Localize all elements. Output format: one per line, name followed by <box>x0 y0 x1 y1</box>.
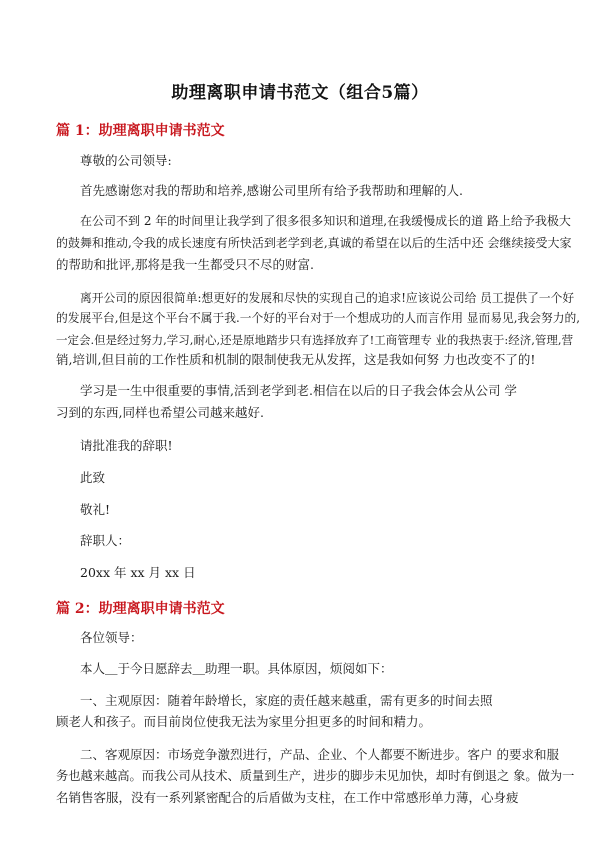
section-2-salutation: 各位领导： <box>80 630 143 645</box>
section-2-paragraph-3-line-1: 二、客观原因：市场竞争激烈进行，产品、企业、个人都要不断进步。客户 的要求和服 <box>80 747 559 762</box>
section-1-request: 请批准我的辞职! <box>80 438 173 453</box>
document-title: 助理离职申请书范文（组合5篇） <box>171 83 429 103</box>
section-1-paragraph-4-line-2: 习到的东西,同样也希望公司越来越好. <box>56 405 264 420</box>
section-1-signature-label: 辞职人： <box>80 533 131 548</box>
section-2-paragraph-2-line-2: 顾老人和孩子。而目前岗位使我无法为家里分担更多的时间和精力。 <box>56 714 432 729</box>
section-2-heading: 篇 2：助理离职申请书范文 <box>56 601 225 617</box>
section-1-paragraph-2-line-1: 在公司不到 2 年的时间里让我学到了很多很多知识和道理,在我缓慢成长的道 路上给予我极大 <box>80 214 571 228</box>
section-2-paragraph-3-line-2: 务也越来越高。而我公司从技术、质量到生产，进步的脚步未见加快，却时有倒退之 象。做为一 <box>56 769 575 783</box>
section-1-paragraph-3-line-1: 离开公司的原因很简单:想更好的发展和尽快的实现自己的追求!应该说公司给 员工提供了一个好 <box>80 291 575 305</box>
section-1-paragraph-3-line-2: 的发展平台,但是这个平台不属于我.一个好的平台对于一个想成功的人而言作用 显而易见,我会努力的, <box>56 311 580 325</box>
section-2-paragraph-1-line-1: 本人＿于今日愿辞去＿助理一职。具体原因，烦阅如下： <box>80 661 393 676</box>
section-1-paragraph-2-line-3: 的帮助和批评,那将是我一生都受只不尽的财富. <box>56 257 314 272</box>
section-2-paragraph-2-line-1: 一、主观原因：随着年龄增长，家庭的责任越来越重，需有更多的时间去照 <box>80 693 493 708</box>
section-1-paragraph-4-line-1: 学习是一生中很重要的事情,活到老学到老.相信在以后的日子我会体会从公司 学 <box>80 383 517 398</box>
section-1-paragraph-3-line-4: 销,培训,但目前的工作性质和机制的限制使我无从发挥，这是我如何努 力也改变不了的! <box>56 352 536 367</box>
section-1-regards: 敬礼! <box>80 502 111 517</box>
section-1-paragraph-3-line-3: 一定会.但是经过努力,学习,耐心,还是原地踏步只有选择放弃了!工商管理专 业的我热衷于:经济,管理,营 <box>56 333 574 347</box>
section-1-heading: 篇 1：助理离职申请书范文 <box>56 123 225 139</box>
section-1-closing: 此致 <box>80 470 106 485</box>
section-1-salutation: 尊敬的公司领导: <box>80 153 172 168</box>
section-1-paragraph-1-line-1: 首先感谢您对我的帮助和培养,感谢公司里所有给予我帮助和理解的人. <box>80 183 463 198</box>
section-2-paragraph-3-line-3: 名销售客服，没有一系列紧密配合的后盾做为支柱，在工作中常感形单力薄，心身疲 <box>56 790 519 805</box>
section-1-paragraph-2-line-2: 的鼓舞和推动,令我的成长速度有所快活到老学到老,真诚的希望在以后的生活中还 会继续接受大家 <box>56 236 572 250</box>
section-1-date: 20xx 年 xx 月 xx 日 <box>80 565 196 580</box>
